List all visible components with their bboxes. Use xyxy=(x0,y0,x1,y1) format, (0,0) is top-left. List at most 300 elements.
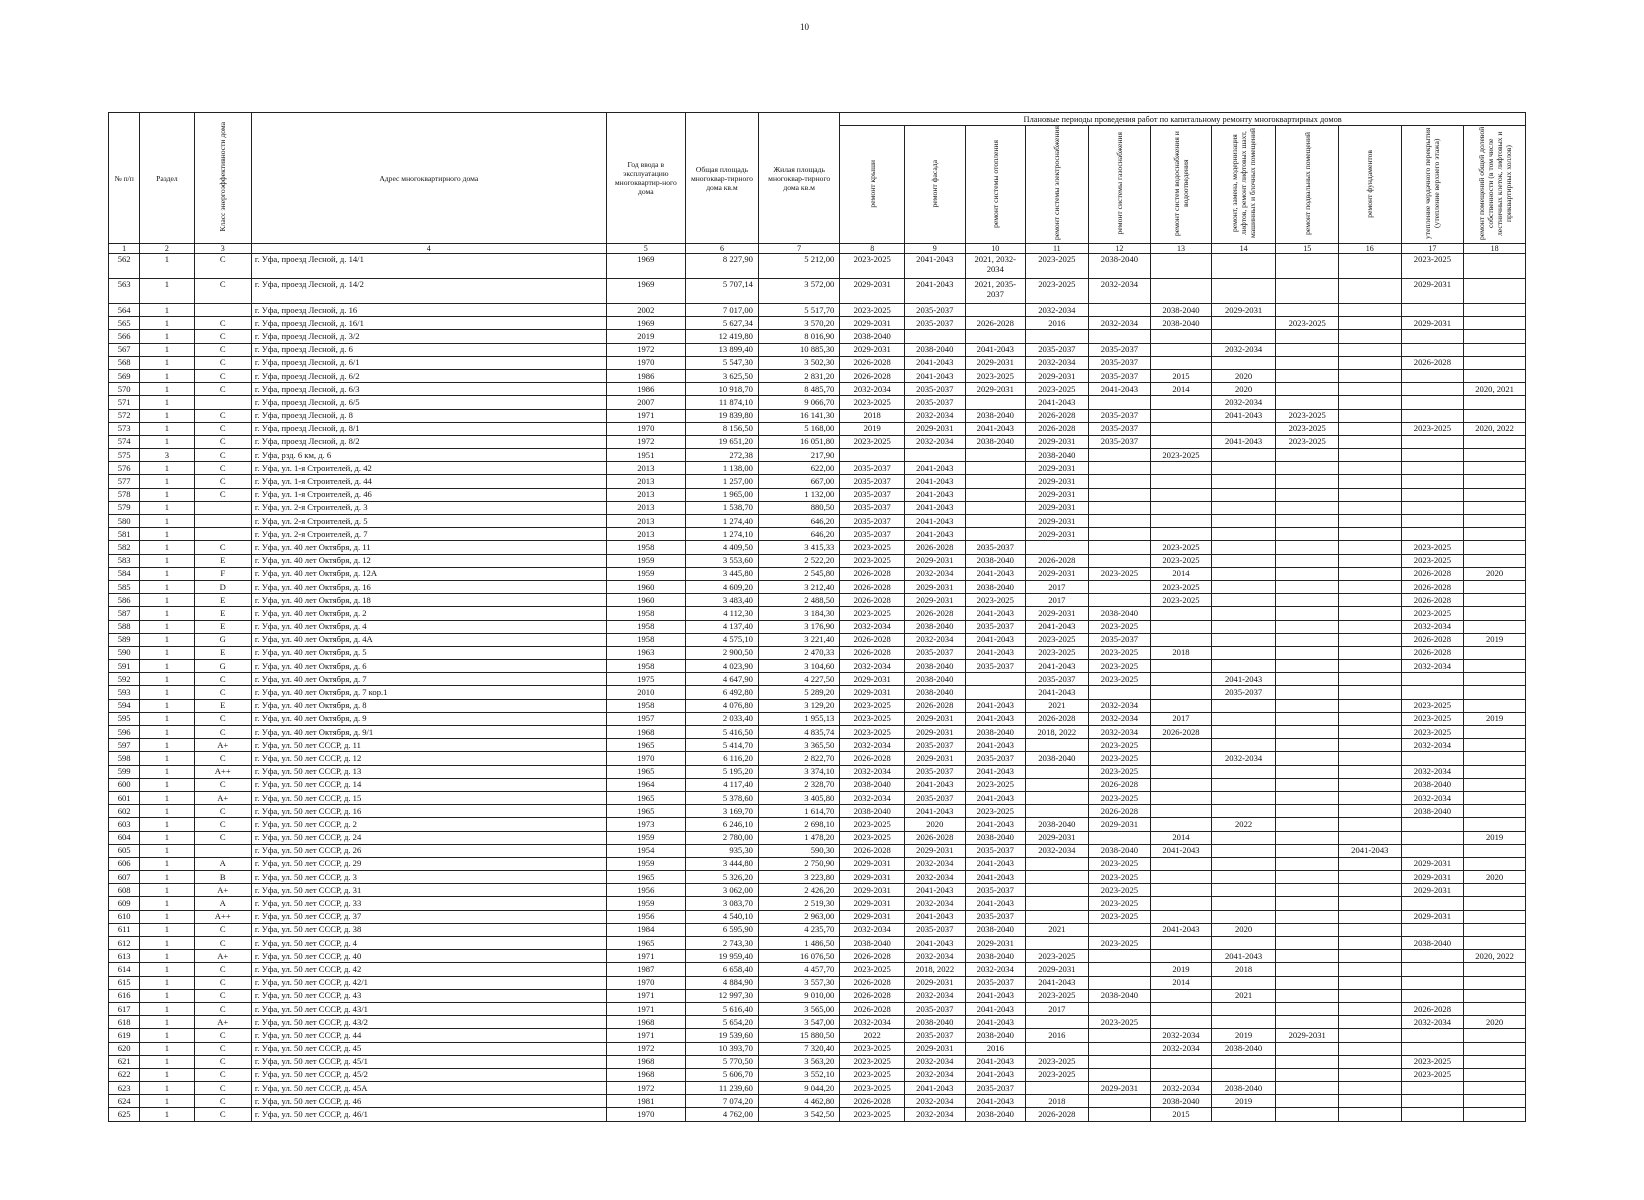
header-work-4 xyxy=(1026,126,1089,244)
table-cell xyxy=(1339,950,1402,963)
table-cell: 2029-2031 xyxy=(905,712,966,725)
header-year: Год ввода в эксплуатацию многоквартир-ного дома xyxy=(606,113,685,244)
table-cell: 1970 xyxy=(606,976,685,989)
table-cell: 217,90 xyxy=(758,449,839,462)
table-cell: г. Уфа, ул. 50 лет СССР, д. 24 xyxy=(251,831,606,844)
table-cell: 607 xyxy=(109,871,140,884)
table-cell xyxy=(1276,844,1339,857)
table-cell: C xyxy=(194,383,251,396)
header-work-11 xyxy=(1464,126,1526,244)
table-cell: 580 xyxy=(109,515,140,528)
table-row xyxy=(109,1055,1526,1068)
table-cell: 2029-2031 xyxy=(1401,317,1464,330)
table-cell: 605 xyxy=(109,844,140,857)
table-cell: 5 212,00 xyxy=(758,254,839,279)
table-cell xyxy=(1464,976,1526,989)
table-cell xyxy=(1339,712,1402,725)
table-cell: г. Уфа, ул. 50 лет СССР, д. 42 xyxy=(251,963,606,976)
table-cell xyxy=(1339,1016,1402,1029)
table-cell: 2029-2031 xyxy=(905,726,966,739)
table-cell: 2014 xyxy=(1151,976,1212,989)
table-cell xyxy=(1151,791,1212,804)
header-work-text: ремонт, замена, модернизация лифтов, ремонт лифтовых шахт, машинных и блочных помещений xyxy=(1230,128,1258,239)
table-cell: 1 xyxy=(140,884,194,897)
table-cell: 1 274,10 xyxy=(685,528,758,541)
table-cell: C xyxy=(194,1095,251,1108)
header-energy-class-text: Класс энергоэффективности дома xyxy=(218,122,228,232)
table-cell xyxy=(1464,778,1526,791)
table-cell xyxy=(965,396,1026,409)
table-row xyxy=(109,396,1526,409)
table-cell: 2041-2043 xyxy=(905,356,966,369)
table-cell: г. Уфа, ул. 50 лет СССР, д. 43 xyxy=(251,989,606,1002)
table-cell: 1 xyxy=(140,488,194,501)
header-work-text: ремонт фундаментов xyxy=(1365,149,1375,218)
table-cell: 1 xyxy=(140,356,194,369)
table-cell: 2019 xyxy=(1211,1095,1276,1108)
table-cell: 2041-2043 xyxy=(905,910,966,923)
table-cell xyxy=(1151,462,1212,475)
table-cell: 2017 xyxy=(1026,580,1089,593)
table-cell: 590 xyxy=(109,646,140,659)
table-cell xyxy=(1088,580,1151,593)
table-cell xyxy=(1401,1029,1464,1042)
table-cell: 2032-2034 xyxy=(840,1016,905,1029)
table-cell xyxy=(1211,778,1276,791)
table-cell: 2026-2028 xyxy=(840,1002,905,1015)
table-cell: 13 899,40 xyxy=(685,343,758,356)
table-cell xyxy=(1026,871,1089,884)
table-cell xyxy=(1276,726,1339,739)
table-cell: 2038-2040 xyxy=(965,580,1026,593)
table-cell: C xyxy=(194,488,251,501)
table-cell: 2041-2043 xyxy=(965,818,1026,831)
table-cell: 566 xyxy=(109,330,140,343)
table-cell: 2038-2040 xyxy=(1088,607,1151,620)
table-cell xyxy=(1088,462,1151,475)
table-cell: 6 658,40 xyxy=(685,963,758,976)
table-cell: 2023-2025 xyxy=(1088,791,1151,804)
table-row xyxy=(109,726,1526,739)
table-cell: 2021 xyxy=(1026,923,1089,936)
table-cell: 1 274,40 xyxy=(685,515,758,528)
table-cell xyxy=(1339,449,1402,462)
table-cell: 2032-2034 xyxy=(1211,752,1276,765)
table-cell xyxy=(1401,673,1464,686)
table-cell: 2041-2043 xyxy=(965,765,1026,778)
table-cell: 2026-2028 xyxy=(965,317,1026,330)
table-cell: C xyxy=(194,1108,251,1121)
table-cell: 2023-2025 xyxy=(1401,1068,1464,1081)
table-cell xyxy=(1026,857,1089,870)
table-cell: 2029-2031 xyxy=(840,673,905,686)
table-cell xyxy=(1088,449,1151,462)
table-cell: 3 062,00 xyxy=(685,884,758,897)
table-cell xyxy=(1401,396,1464,409)
table-cell: 2 900,50 xyxy=(685,646,758,659)
table-cell: 2023-2025 xyxy=(1088,857,1151,870)
table-cell xyxy=(1464,607,1526,620)
table-cell: г. Уфа, ул. 50 лет СССР, д. 42/1 xyxy=(251,976,606,989)
table-cell: 617 xyxy=(109,1002,140,1015)
table-cell: 3 083,70 xyxy=(685,897,758,910)
table-cell xyxy=(1339,884,1402,897)
table-cell: C xyxy=(194,818,251,831)
table-cell xyxy=(1088,594,1151,607)
table-cell: 2020 xyxy=(905,818,966,831)
table-cell: г. Уфа, ул. 2-я Строителей, д. 3 xyxy=(251,501,606,514)
table-cell: 2041-2043 xyxy=(905,501,966,514)
table-cell: 2041-2043 xyxy=(1151,844,1212,857)
table-cell: 2026-2028 xyxy=(1026,712,1089,725)
table-cell: C xyxy=(194,330,251,343)
table-cell: 2032-2034 xyxy=(1401,660,1464,673)
table-cell xyxy=(1088,488,1151,501)
table-cell: 604 xyxy=(109,831,140,844)
table-cell: 2032-2034 xyxy=(1211,343,1276,356)
table-cell: 1958 xyxy=(606,541,685,554)
table-cell xyxy=(1211,554,1276,567)
table-cell xyxy=(1276,1042,1339,1055)
table-row xyxy=(109,528,1526,541)
table-cell: 2038-2040 xyxy=(1088,989,1151,1002)
table-cell: 623 xyxy=(109,1082,140,1095)
table-cell xyxy=(1088,1002,1151,1015)
table-cell xyxy=(1276,1055,1339,1068)
table-cell xyxy=(1211,646,1276,659)
table-cell: 1971 xyxy=(606,1029,685,1042)
table-cell xyxy=(1464,396,1526,409)
table-cell xyxy=(1401,831,1464,844)
table-cell xyxy=(1211,528,1276,541)
table-cell xyxy=(1339,343,1402,356)
table-cell: 1 xyxy=(140,989,194,1002)
table-cell: 1970 xyxy=(606,752,685,765)
table-cell xyxy=(1151,765,1212,778)
table-cell xyxy=(1026,910,1089,923)
table-cell: 3 221,40 xyxy=(758,633,839,646)
table-cell: 2029-2031 xyxy=(905,976,966,989)
column-index-cell: 15 xyxy=(1276,244,1339,254)
table-cell xyxy=(1151,818,1212,831)
table-cell: 2026-2028 xyxy=(905,607,966,620)
table-cell: 1973 xyxy=(606,818,685,831)
table-cell: 1 xyxy=(140,1016,194,1029)
table-cell xyxy=(1151,1055,1212,1068)
table-cell xyxy=(194,528,251,541)
table-cell xyxy=(1339,989,1402,1002)
table-cell: 2041-2043 xyxy=(905,462,966,475)
table-cell: 2 522,20 xyxy=(758,554,839,567)
table-cell xyxy=(1276,1095,1339,1108)
table-cell xyxy=(1276,1016,1339,1029)
table-cell: 1 xyxy=(140,580,194,593)
table-cell: 2038-2040 xyxy=(965,1108,1026,1121)
table-cell xyxy=(1088,330,1151,343)
table-cell xyxy=(1151,343,1212,356)
table-cell: г. Уфа, проезд Лесной, д. 8 xyxy=(251,409,606,422)
table-cell xyxy=(1088,950,1151,963)
table-cell: 2038-2040 xyxy=(1151,304,1212,317)
table-cell: 2021 xyxy=(1026,699,1089,712)
table-cell: 2041-2043 xyxy=(905,937,966,950)
table-cell: 2023-2025 xyxy=(1088,765,1151,778)
table-cell xyxy=(1276,488,1339,501)
table-row xyxy=(109,871,1526,884)
table-cell: 3 169,70 xyxy=(685,805,758,818)
table-cell: 2023-2025 xyxy=(1088,884,1151,897)
table-cell: 7 074,20 xyxy=(685,1095,758,1108)
column-index-row xyxy=(109,244,1526,254)
table-cell: 1 xyxy=(140,383,194,396)
table-cell: 2035-2037 xyxy=(1211,686,1276,699)
table-cell: 2023-2025 xyxy=(1088,620,1151,633)
table-cell xyxy=(1339,279,1402,304)
table-cell: г. Уфа, ул. 50 лет СССР, д. 43/2 xyxy=(251,1016,606,1029)
table-cell: 3 572,00 xyxy=(758,279,839,304)
table-cell: 1 xyxy=(140,857,194,870)
table-cell: 2019 xyxy=(840,422,905,435)
column-index-cell: 3 xyxy=(194,244,251,254)
table-cell: 612 xyxy=(109,937,140,950)
table-cell: 2032-2034 xyxy=(1151,1042,1212,1055)
table-cell xyxy=(1339,620,1402,633)
table-cell: 2035-2037 xyxy=(1088,343,1151,356)
table-cell: 2023-2025 xyxy=(1026,254,1089,279)
table-cell: 1 xyxy=(140,369,194,382)
table-cell: г. Уфа, ул. 50 лет СССР, д. 40 xyxy=(251,950,606,963)
table-cell: 1959 xyxy=(606,567,685,580)
table-cell: 1971 xyxy=(606,409,685,422)
table-cell: 1971 xyxy=(606,950,685,963)
table-cell: C xyxy=(194,541,251,554)
table-cell: 2013 xyxy=(606,501,685,514)
table-cell: 2035-2037 xyxy=(1026,343,1089,356)
table-cell xyxy=(965,686,1026,699)
table-cell xyxy=(1339,1042,1402,1055)
table-cell: 2002 xyxy=(606,304,685,317)
table-cell: 5 378,60 xyxy=(685,791,758,804)
table-cell: C xyxy=(194,923,251,936)
table-cell xyxy=(1464,449,1526,462)
table-cell xyxy=(1211,620,1276,633)
table-cell: 2038-2040 xyxy=(1211,1082,1276,1095)
table-cell: 15 880,50 xyxy=(758,1029,839,1042)
table-cell: г. Уфа, ул. 50 лет СССР, д. 45/2 xyxy=(251,1068,606,1081)
table-cell xyxy=(1464,897,1526,910)
table-cell xyxy=(1211,594,1276,607)
table-cell: 2026-2028 xyxy=(840,950,905,963)
table-cell: C xyxy=(194,475,251,488)
table-cell xyxy=(1339,1002,1402,1015)
table-cell: 4 023,90 xyxy=(685,660,758,673)
table-cell: 2023-2025 xyxy=(1401,541,1464,554)
table-row xyxy=(109,805,1526,818)
table-cell xyxy=(965,488,1026,501)
table-cell: 2023-2025 xyxy=(1088,660,1151,673)
table-cell: 2032-2034 xyxy=(840,791,905,804)
table-cell xyxy=(965,501,1026,514)
table-cell xyxy=(1276,765,1339,778)
table-cell: 1 xyxy=(140,660,194,673)
table-row xyxy=(109,831,1526,844)
table-cell: 2041-2043 xyxy=(905,528,966,541)
table-cell: 5 517,70 xyxy=(758,304,839,317)
table-cell: 618 xyxy=(109,1016,140,1029)
table-cell: 4 117,40 xyxy=(685,778,758,791)
table-cell: 1 xyxy=(140,686,194,699)
table-cell: 7 320,40 xyxy=(758,1042,839,1055)
table-cell xyxy=(1276,580,1339,593)
table-cell: 2041-2043 xyxy=(1151,923,1212,936)
table-cell xyxy=(1151,1002,1212,1015)
table-cell xyxy=(1211,422,1276,435)
table-cell: 1 xyxy=(140,699,194,712)
table-cell xyxy=(1276,541,1339,554)
table-cell: 2013 xyxy=(606,462,685,475)
table-cell: 616 xyxy=(109,989,140,1002)
table-cell xyxy=(1401,369,1464,382)
table-cell: 2041-2043 xyxy=(1211,673,1276,686)
table-cell xyxy=(1339,739,1402,752)
table-cell: E xyxy=(194,594,251,607)
table-cell: 2038-2040 xyxy=(905,686,966,699)
table-cell: 2032-2034 xyxy=(1401,765,1464,778)
table-cell xyxy=(1464,805,1526,818)
table-cell: 2029-2031 xyxy=(840,871,905,884)
table-cell: 2035-2037 xyxy=(965,752,1026,765)
table-cell: 600 xyxy=(109,778,140,791)
table-cell: 4 575,10 xyxy=(685,633,758,646)
table-cell: 2023-2025 xyxy=(1401,726,1464,739)
table-cell: г. Уфа, ул. 40 лет Октября, д. 11 xyxy=(251,541,606,554)
table-cell: 2023-2025 xyxy=(840,304,905,317)
table-cell: 2041-2043 xyxy=(965,1016,1026,1029)
table-cell xyxy=(1464,620,1526,633)
table-cell xyxy=(1151,528,1212,541)
table-cell xyxy=(1211,279,1276,304)
table-cell: 2032-2034 xyxy=(840,620,905,633)
table-cell xyxy=(1339,422,1402,435)
table-cell: 1 614,70 xyxy=(758,805,839,818)
table-cell: 2029-2031 xyxy=(840,910,905,923)
table-cell xyxy=(1339,594,1402,607)
table-cell: 2023-2025 xyxy=(1026,1068,1089,1081)
table-cell: C xyxy=(194,449,251,462)
table-cell: 2041-2043 xyxy=(965,1068,1026,1081)
table-cell: 10 918,70 xyxy=(685,383,758,396)
table-cell: 563 xyxy=(109,279,140,304)
table-cell: 2035-2037 xyxy=(905,317,966,330)
table-cell: 2032-2034 xyxy=(1401,791,1464,804)
table-cell: 3 176,90 xyxy=(758,620,839,633)
table-cell: 2041-2043 xyxy=(1211,409,1276,422)
table-cell: 1 xyxy=(140,1068,194,1081)
table-cell xyxy=(1464,857,1526,870)
table-cell xyxy=(1339,1095,1402,1108)
table-cell: 2023-2025 xyxy=(840,831,905,844)
table-cell: 3 542,50 xyxy=(758,1108,839,1121)
table-cell: 2038-2040 xyxy=(965,435,1026,448)
column-index-cell: 13 xyxy=(1151,244,1212,254)
table-cell: 2018, 2022 xyxy=(1026,726,1089,739)
table-row xyxy=(109,409,1526,422)
capital-repair-table-container xyxy=(108,112,1526,1122)
table-cell: 2007 xyxy=(606,396,685,409)
table-cell: 2041-2043 xyxy=(905,254,966,279)
table-row xyxy=(109,844,1526,857)
table-cell: 2023-2025 xyxy=(1276,317,1339,330)
table-cell: 2017 xyxy=(1026,1002,1089,1015)
table-cell: 1958 xyxy=(606,660,685,673)
table-cell xyxy=(1151,857,1212,870)
table-cell: 2035-2037 xyxy=(840,462,905,475)
table-cell xyxy=(965,449,1026,462)
table-cell: г. Уфа, ул. 40 лет Октября, д. 4А xyxy=(251,633,606,646)
table-cell: г. Уфа, проезд Лесной, д. 6/3 xyxy=(251,383,606,396)
table-row xyxy=(109,752,1526,765)
table-cell: г. Уфа, ул. 50 лет СССР, д. 31 xyxy=(251,884,606,897)
table-cell: 2038-2040 xyxy=(1401,778,1464,791)
table-cell xyxy=(1088,554,1151,567)
header-work-text: утепление чердачного перекрытия (утепление верхнего этажа) xyxy=(1423,127,1442,240)
table-cell: 3 104,60 xyxy=(758,660,839,673)
table-cell: 667,00 xyxy=(758,475,839,488)
table-cell: 562 xyxy=(109,254,140,279)
table-cell xyxy=(1276,620,1339,633)
table-cell: 1 xyxy=(140,607,194,620)
table-cell: 935,30 xyxy=(685,844,758,857)
header-work-text: ремонт помещений общей долевой собственности (в том числе лестничных клеток, лифтовых и приквартирных холлов) xyxy=(1476,126,1513,241)
table-cell: 2038-2040 xyxy=(965,554,1026,567)
table-cell: 2032-2034 xyxy=(905,1095,966,1108)
table-cell: C xyxy=(194,726,251,739)
table-cell: 11 239,60 xyxy=(685,1082,758,1095)
table-body xyxy=(109,244,1526,1122)
table-cell: 2041-2043 xyxy=(965,633,1026,646)
table-cell xyxy=(1211,871,1276,884)
table-cell xyxy=(1401,515,1464,528)
table-cell: C xyxy=(194,1002,251,1015)
table-row xyxy=(109,304,1526,317)
table-cell xyxy=(1151,686,1212,699)
table-cell xyxy=(1276,805,1339,818)
header-energy-class xyxy=(194,113,251,244)
table-cell xyxy=(1088,1055,1151,1068)
table-cell xyxy=(1464,515,1526,528)
table-cell: 2038-2040 xyxy=(1088,844,1151,857)
table-cell: 2023-2025 xyxy=(1151,541,1212,554)
header-work-text: ремонт фасада xyxy=(930,159,940,208)
table-cell xyxy=(1339,475,1402,488)
header-work-9 xyxy=(1339,126,1402,244)
table-cell: г. Уфа, ул. 50 лет СССР, д. 38 xyxy=(251,923,606,936)
table-cell: 2023-2025 xyxy=(840,712,905,725)
table-cell: 2029-2031 xyxy=(1026,607,1089,620)
table-cell: 2 519,30 xyxy=(758,897,839,910)
table-cell xyxy=(1151,673,1212,686)
table-cell: 1 xyxy=(140,673,194,686)
table-cell: 2026-2028 xyxy=(905,831,966,844)
table-cell xyxy=(1151,660,1212,673)
table-cell: 4 235,70 xyxy=(758,923,839,936)
table-cell xyxy=(1464,580,1526,593)
table-cell: 6 492,80 xyxy=(685,686,758,699)
table-cell: 2041-2043 xyxy=(905,515,966,528)
table-cell: 5 416,50 xyxy=(685,726,758,739)
header-total-area: Общая площадь многоквар-тирного дома кв.м xyxy=(685,113,758,244)
table-cell: C xyxy=(194,317,251,330)
